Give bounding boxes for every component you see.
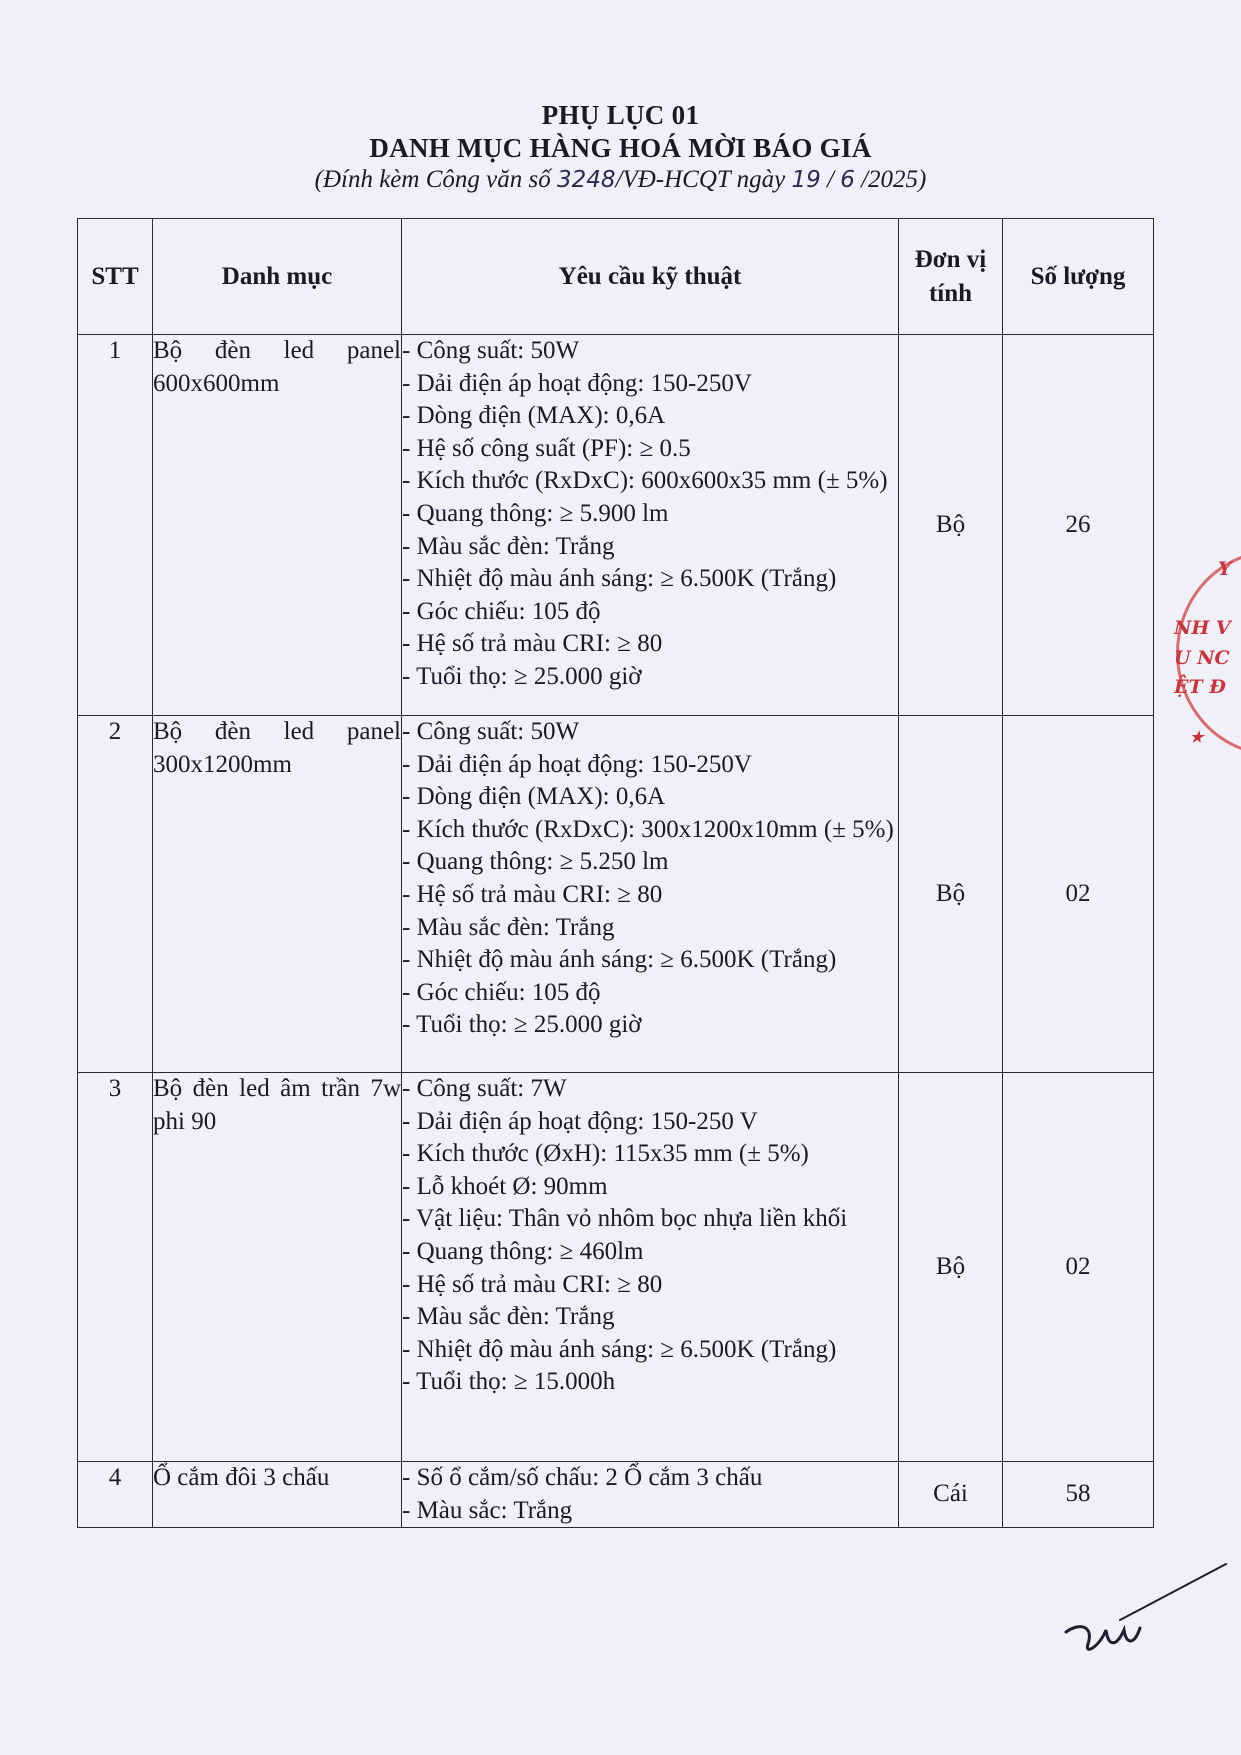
spec-line: - Góc chiếu: 105 độ — [402, 597, 601, 625]
item-name: Bộ đèn led panel 300x1200mm — [153, 716, 402, 1073]
goods-table — [77, 218, 1154, 1528]
table-row — [78, 1462, 1154, 1528]
date-separator: / — [820, 166, 841, 193]
spec-line: - Góc chiếu: 105 độ — [402, 978, 601, 1006]
attachment-reference — [0, 166, 1241, 194]
spec-line: - Lỗ khoét Ø: 90mm — [402, 1172, 608, 1200]
spec-line: - Nhiệt độ màu ánh sáng: ≥ 6.500K (Trắng) — [402, 1335, 837, 1363]
spec-line: - Tuổi thọ: ≥ 25.000 giờ — [402, 662, 642, 690]
spec-line: - Tuổi thọ: ≥ 15.000h — [402, 1368, 616, 1396]
spec-line: - Kích thước (RxDxC): 600x600x35 mm (± 5%) — [402, 467, 888, 495]
unit-cell: Bộ — [899, 335, 1003, 716]
table-row — [78, 335, 1154, 716]
stamp-star: ★ — [1190, 728, 1204, 746]
spec-line: - Hệ số công suất (PF): ≥ 0.5 — [402, 434, 691, 462]
unit-cell: Cái — [899, 1462, 1003, 1528]
header-unit: Đơn vị tính — [899, 219, 1003, 335]
spec-line: - Kích thước (RxDxC): 300x1200x10mm (± 5%) — [402, 815, 894, 843]
reference-suffix: /2025) — [854, 166, 927, 193]
item-name: Bộ đèn led âm trần 7w phi 90 — [153, 1073, 402, 1462]
row-number: 2 — [78, 716, 153, 1073]
table-header-row — [78, 219, 1154, 335]
spec-line: - Dải điện áp hoạt động: 150-250V — [402, 750, 752, 778]
spec-line: - Dòng điện (MAX): 0,6A — [402, 783, 666, 811]
unit-cell: Bộ — [899, 716, 1003, 1073]
spec-cell — [402, 716, 899, 1073]
stamp-fragment: Y — [1218, 558, 1232, 580]
spec-line: - Công suất: 50W — [402, 337, 580, 364]
stamp-fragment: U NC — [1174, 647, 1230, 669]
spec-cell — [402, 1073, 899, 1462]
handwritten-month: 6 — [840, 167, 855, 193]
quantity-cell: 02 — [1003, 716, 1154, 1073]
spec-line: - Màu sắc đèn: Trắng — [402, 532, 615, 560]
spec-line: - Hệ số trả màu CRI: ≥ 80 — [402, 630, 663, 658]
header-qty: Số lượng — [1003, 219, 1154, 335]
spec-line: - Công suất: 50W — [402, 718, 580, 745]
spec-line: - Hệ số trả màu CRI: ≥ 80 — [402, 1270, 663, 1298]
spec-line: - Màu sắc: Trắng — [402, 1496, 573, 1524]
quantity-cell: 58 — [1003, 1462, 1154, 1528]
item-name: Ổ cắm đôi 3 chấu — [153, 1462, 402, 1528]
quantity-cell: 26 — [1003, 335, 1154, 716]
spec-line: - Số ổ cắm/số chấu: 2 Ổ cắm 3 chấu — [402, 1464, 763, 1491]
list-title: DANH MỤC HÀNG HOÁ MỜI BÁO GIÁ — [369, 133, 872, 163]
spec-line: - Nhiệt độ màu ánh sáng: ≥ 6.500K (Trắng) — [402, 946, 837, 974]
item-name: Bộ đèn led panel 600x600mm — [153, 335, 402, 716]
row-number: 1 — [78, 335, 153, 716]
spec-line: - Hệ số trả màu CRI: ≥ 80 — [402, 880, 663, 908]
spec-line: - Quang thông: ≥ 5.900 lm — [402, 499, 669, 527]
table-row — [78, 716, 1154, 1073]
spec-line: - Tuổi thọ: ≥ 25.000 giờ — [402, 1011, 642, 1039]
signature-initials-icon — [1060, 1560, 1230, 1670]
spec-line: - Vật liệu: Thân vỏ nhôm bọc nhựa liền khối — [402, 1205, 848, 1233]
reference-middle: /VĐ-HCQT ngày — [615, 166, 792, 193]
reference-prefix: (Đính kèm Công văn số — [314, 166, 557, 193]
header-stt: STT — [78, 219, 153, 335]
handwritten-day: 19 — [791, 167, 821, 193]
spec-line: - Kích thước (ØxH): 115x35 mm (± 5%) — [402, 1140, 809, 1168]
handwritten-doc-number: 3248 — [556, 167, 616, 193]
spec-line: - Công suất: 7W — [402, 1075, 567, 1102]
spec-line: - Nhiệt độ màu ánh sáng: ≥ 6.500K (Trắng) — [402, 565, 837, 593]
row-number: 4 — [78, 1462, 153, 1528]
spec-line: - Màu sắc đèn: Trắng — [402, 1303, 615, 1331]
spec-line: - Quang thông: ≥ 460lm — [402, 1237, 644, 1265]
quantity-cell: 02 — [1003, 1073, 1154, 1462]
spec-cell — [402, 335, 899, 716]
stamp-fragment: ỆT Đ — [1174, 676, 1226, 698]
stamp-fragment: NH V — [1174, 617, 1231, 639]
header-spec: Yêu cầu kỹ thuật — [402, 219, 899, 335]
appendix-title: PHỤ LỤC 01 — [541, 100, 700, 130]
spec-line: - Quang thông: ≥ 5.250 lm — [402, 848, 669, 876]
row-number: 3 — [78, 1073, 153, 1462]
spec-cell — [402, 1462, 899, 1528]
spec-line: - Dải điện áp hoạt động: 150-250V — [402, 369, 752, 397]
table-row — [78, 1073, 1154, 1462]
unit-cell: Bộ — [899, 1073, 1003, 1462]
red-seal-stamp — [1166, 540, 1241, 760]
header-category: Danh mục — [153, 219, 402, 335]
spec-line: - Màu sắc đèn: Trắng — [402, 913, 615, 941]
spec-line: - Dòng điện (MAX): 0,6A — [402, 402, 666, 430]
spec-line: - Dải điện áp hoạt động: 150-250 V — [402, 1107, 758, 1135]
